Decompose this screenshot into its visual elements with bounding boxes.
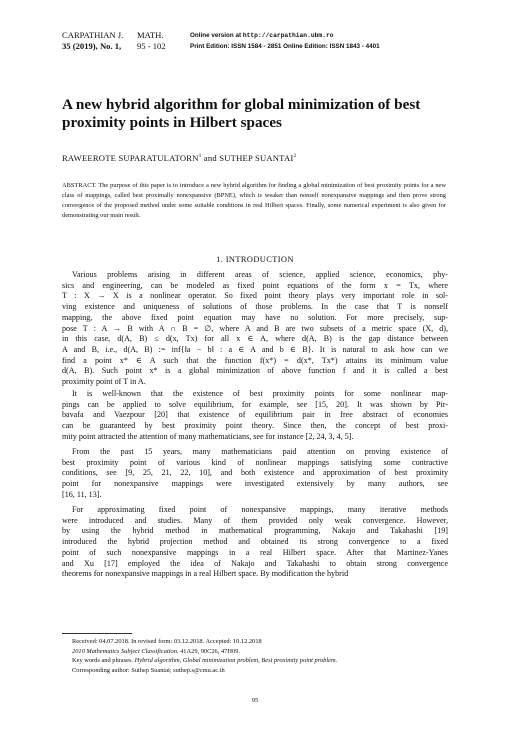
paragraph-line: introduced the hybrid projection method and obtained its strong convergence to a fixed	[62, 537, 448, 547]
paragraph-line: A and B, i.e., d(A, B) := inf{‖a − b‖ : a ∈ A and b ∈ B}. It is natural to ask how can we	[62, 344, 448, 354]
issn-line: Print Edition: ISSN 1584 - 2851 Online Edition: ISSN 1843 - 4401	[190, 43, 380, 50]
abstract	[62, 181, 446, 221]
page-number: 95	[251, 697, 259, 704]
paragraph-line: Various problems arising in different areas of science, applied science, economics, phy-	[72, 270, 448, 279]
online-version: Online version at http://carpathian.ubm.ro	[190, 32, 334, 39]
paragraph-3	[62, 447, 448, 501]
paragraph-line: mity point attracted the attention of many mathematicians, see for instance [2, 24, 3, 4, 5].	[62, 431, 354, 441]
paragraph-line: T : X → X is a nonlinear operator. So fixed point theory plays very important role in sol-	[62, 291, 448, 301]
paragraph-line: For approximating fixed point of nonexpansive mappings, many iterative methods	[72, 505, 448, 514]
paragraph-line: find a point x* ∈ A such that the function f(x*) = d(x*, Tx*) attains its minimum value	[62, 355, 448, 365]
paragraph-line: can be guaranteed by best proximity point theory. Since then, the concept of best proxi-	[62, 421, 448, 431]
footnote-divider	[62, 633, 132, 634]
paragraph-4	[62, 505, 448, 580]
paragraph-line: theorems for nonexpansive mappings in a real Hilbert space. By modification the hybrid	[62, 569, 349, 579]
paragraph-line: were introduced and studies. Many of them provided only weak convergence. However,	[62, 515, 448, 525]
author-2: SUTHEP SUANTAI	[219, 153, 294, 163]
journal-name: CARPATHIAN J.	[62, 30, 124, 40]
paragraph-line: It is well-known that the existence of best proximity points for some nonlinear map-	[72, 389, 448, 398]
received-dates: Received: 04.07.2018. In revised form: 03.12.2018. Accepted: 10.12.2018	[72, 638, 262, 645]
paragraph-line: best proximity point of various kind of nonlinear mappings satisfying some contractive	[62, 457, 448, 467]
paragraph-line: ving existence and uniqueness of solutions of those problems. In the case that T is nonself	[62, 302, 448, 312]
paragraph-line: conditions, see [9, 25, 21, 22, 10], and both existence and approximation of best proximity	[62, 468, 448, 478]
paragraph-line: point of such nonexpansive mappings in a real Hilbert space. After that Martinez-Yanes	[62, 547, 448, 557]
corresponding-author: Corresponding author: Suthep Suantai; suthep.s@cmu.ac.th	[72, 666, 225, 674]
paragraph-line: pose T : A → B with A ∩ B = ∅, where A and B are two subsets of a metric space (X, d),	[62, 323, 448, 333]
paragraph-line: From the past 15 years, many mathematicians paid attention on proving existence of	[72, 447, 448, 456]
author-line	[62, 153, 296, 163]
author-connector: and	[201, 153, 220, 163]
volume-issue: 35 (2019), No. 1,	[62, 41, 122, 51]
paragraph-line: in this case, d(A, B) ≤ d(x, Tx) for all x ∈ A, where d(A, B) is the gap distance between	[62, 334, 448, 344]
author-1: RAWEEROTE SUPARATULATORN	[62, 153, 199, 163]
paragraph-2	[62, 389, 448, 443]
paragraph-line: mapping, the above fixed point equation may have no solution. For more precisely, sup-	[62, 312, 448, 322]
paragraph-line: sics and engineering, can be modeled as fixed point equations of the form x = Tx, where	[62, 280, 448, 290]
author-2-affiliation-mark: 2	[293, 153, 297, 160]
paragraph-line: by using the hybrid method in mathematical programming, Nakajo and Takahashi [19]	[62, 526, 448, 536]
journal-section: MATH.	[137, 30, 164, 40]
paragraph-line: proximity point of T in A.	[62, 377, 146, 387]
paper-title: A new hybrid algorithm for global minimization of best proximity points in Hilbert spaces	[62, 96, 421, 131]
section-heading: 1. INTRODUCTION	[216, 255, 294, 264]
paragraph-line: point for nonexpansive mappings were investigated extensively by many authors, see	[62, 479, 448, 489]
paragraph-1	[62, 270, 448, 388]
paragraph-line: and Xu [17] employed the idea of Nakajo and Takahashi to obtain strong convergence	[62, 558, 448, 568]
page-range: 95 - 102	[137, 41, 166, 51]
paragraph-line: bavafa and Vaezpour [20] that existence of equilibrium pair in free abstract of economies	[62, 410, 448, 420]
abstract-label: ABSTRACT.	[62, 182, 97, 189]
journal-url-link[interactable]: http://carpathian.ubm.ro	[242, 32, 334, 39]
author-1-affiliation-mark: 1	[198, 153, 202, 160]
abstract-text: The purpose of this paper is to introduce a new hybrid algorithm for finding a global minimization of best proximity points for a new class of mappings, called best proximally nonexpansive (BPNE), which is weaker than nonself nonexpansive mappings and then prove strong convergence of the proposed method under some suitable conditions in real Hilbert spaces. Finally, some numerical experiment is also given for demonstrating our main result.	[62, 182, 446, 219]
keywords: Key words and phrases. Hybrid algorithm, Global minimization problem, Best proximity point problem.	[72, 657, 338, 664]
paragraph-line: [16, 11, 13].	[62, 489, 102, 499]
footnotes	[62, 637, 448, 675]
paragraph-line: d(A, B). Such point x* is a global minimization of above function f and it is called a best	[62, 366, 448, 376]
paragraph-line: pings can be applied to solve equilibrium, for example, see [15, 20]. It was shown by Pir-	[62, 399, 448, 409]
msc-classification: 2010 Mathematics Subject Classification. 41A29, 90C26, 47H09.	[72, 647, 240, 655]
